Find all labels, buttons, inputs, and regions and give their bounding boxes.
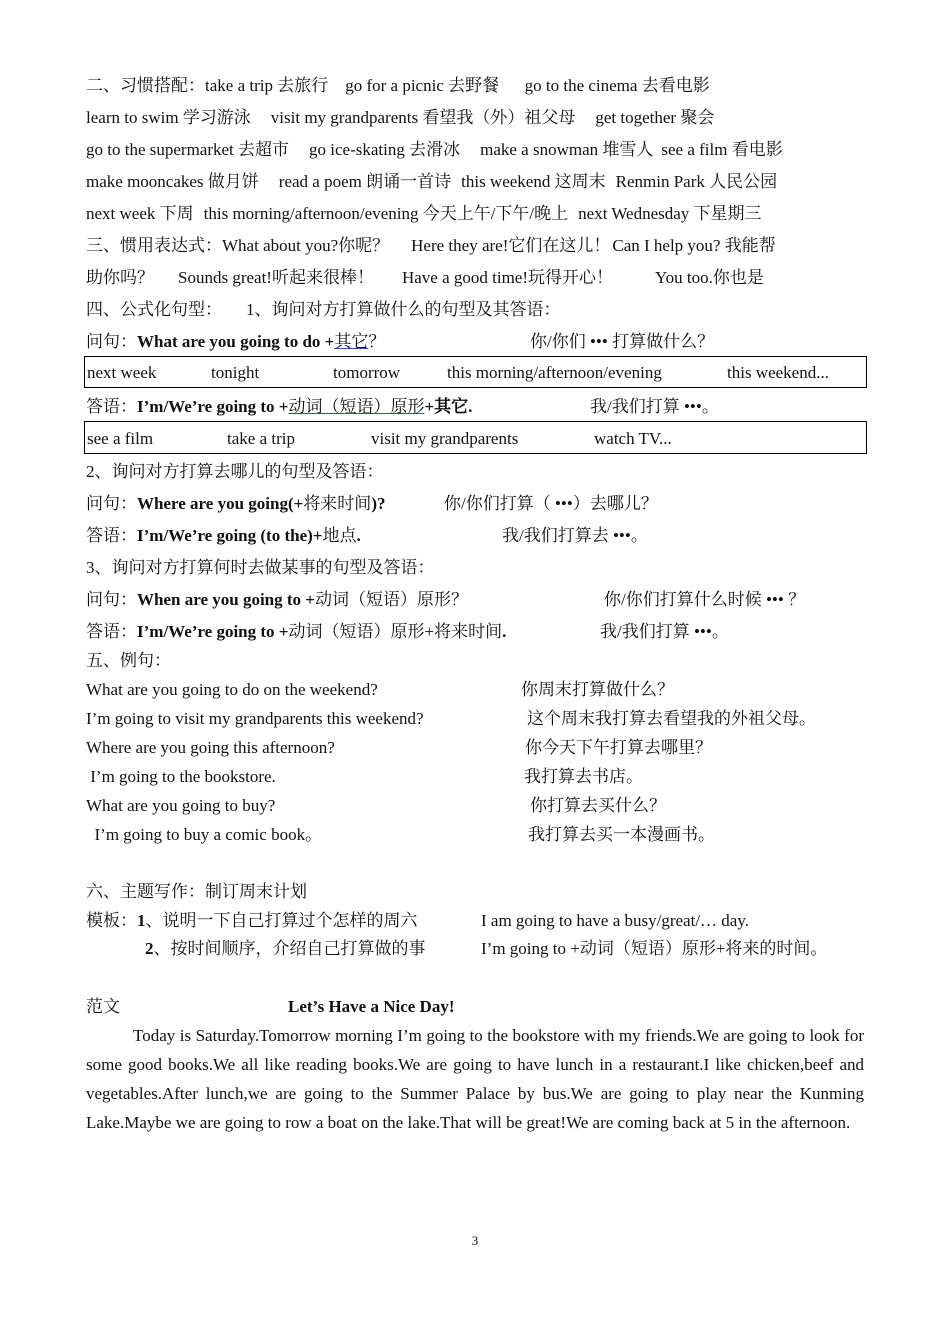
sec3-line2	[86, 267, 764, 289]
example-en: What are you going to buy?	[86, 796, 276, 815]
template-cn: 、按时间顺序，介绍自己打算做的事	[153, 939, 426, 958]
box-item: next week	[87, 363, 157, 382]
q1-cn: 你/你们 ••• 打算做什么？	[530, 332, 715, 351]
expression: You too.你也是	[655, 268, 764, 287]
q3-bold: When are you going to +	[137, 590, 315, 609]
box-item: visit my grandparents	[371, 429, 519, 448]
a2-bold-end: .	[356, 526, 361, 545]
sec4-sub3: 3、询问对方打算何时去做某事的句型及答语：	[86, 558, 435, 577]
sec4-heading	[86, 299, 561, 321]
phrase: read a poem 朗诵一首诗	[278, 172, 452, 191]
essay-title: Let’s Have a Nice Day!	[288, 997, 455, 1016]
box-item: this weekend...	[727, 363, 829, 382]
q-prefix: 问句：	[86, 332, 137, 351]
template-en: I’m going to +动词（短语）原形+将来的时间。	[481, 939, 828, 958]
q1-underlined: 其它	[334, 332, 369, 351]
sec6-heading: 六、主题写作：制订周末计划	[86, 882, 307, 901]
example-cn: 这个周末我打算去看望我的外祖父母。	[527, 709, 816, 728]
q1-end: ？	[368, 332, 386, 351]
a-prefix: 答语：	[86, 622, 137, 641]
box-item: tomorrow	[333, 363, 401, 382]
phrase: this morning/afternoon/evening 今天上午/下午/晚上	[203, 204, 569, 223]
q3-mid: 动词（短语）原形？	[314, 590, 468, 609]
sec4-title: 四、公式化句型：	[86, 300, 222, 319]
template-line1	[86, 910, 418, 932]
template-line2	[145, 938, 426, 960]
a1-line	[86, 396, 472, 418]
a2-bold: I’m/We’re going (to the)+	[137, 526, 323, 545]
q2-mid: 将来时间	[303, 494, 372, 513]
a1-cn: 我/我们打算 •••。	[590, 397, 719, 416]
phrase: get together 聚会	[595, 108, 715, 127]
expression: Can I help you? 我能帮	[612, 236, 776, 255]
phrase: go to the supermarket 去超市	[86, 140, 290, 159]
sec2-line4	[86, 171, 777, 193]
box-item: see a film	[87, 429, 154, 448]
phrase: next week 下周	[86, 204, 194, 223]
q2-bold-end: )?	[371, 494, 386, 513]
example-cn: 我打算去书店。	[524, 767, 643, 786]
example-en: I’m going to buy a comic book。	[86, 825, 323, 844]
a2-line	[86, 525, 361, 547]
a3-line	[86, 621, 506, 643]
page-number: 3	[471, 1233, 479, 1248]
q-prefix: 问句：	[86, 494, 137, 513]
a2-cn: 我/我们打算去 •••。	[502, 526, 648, 545]
q2-bold: Where are you going(+	[137, 494, 304, 513]
a-prefix: 答语：	[86, 397, 137, 416]
phrase: make mooncakes 做月饼	[86, 172, 259, 191]
a3-bold-end: .	[502, 622, 507, 641]
example-en: I’m going to visit my grandparents this weekend?	[86, 709, 424, 728]
a2-mid: 地点	[322, 526, 357, 545]
sec4-sub2: 2、询问对方打算去哪儿的句型及答语：	[86, 462, 384, 481]
expression: Have a good time!玩得开心！	[401, 268, 614, 287]
q3-line	[86, 589, 468, 611]
q3-cn: 你/你们打算什么时候 ••• ？	[604, 590, 806, 609]
phrase: go ice-skating 去滑冰	[309, 140, 461, 159]
fanwen-label: 范文	[86, 997, 120, 1016]
a1-rest: +其它.	[424, 397, 473, 416]
sec2-line1-text: 二、习惯搭配：take a trip 去旅行 go for a picnic 去野餐 go to the cinema 去看电影	[86, 76, 710, 95]
expression: Here they are!它们在这儿！	[411, 236, 611, 255]
example-cn: 你周末打算做什么？	[521, 680, 674, 699]
phrase: see a film 看电影	[661, 140, 783, 159]
expression: 助你吗？	[86, 268, 154, 287]
a1-bold: I’m/We’re going to +	[137, 397, 289, 416]
phrase: make a snowman 堆雪人	[480, 140, 654, 159]
example-cn: 你今天下午打算去哪里？	[525, 738, 712, 757]
box-item: this morning/afternoon/evening	[447, 363, 662, 382]
essay-body: Today is Saturday.Tomorrow morning I’m going to the bookstore with my friends.We are going to look for some good books.We all like reading books.We are going to have lunch in a restaurant.I like chicken,beef and vegetables.After lunch,we are going to the Summer Palace by bus.We are going to play near the Kunming Lake.Maybe we are going to row a boat on the lake.That will be great!We are coming back at 5 in the afternoon.	[86, 1026, 864, 1132]
template-cn: 、说明一下自己打算过个怎样的周六	[145, 911, 418, 930]
sec5-heading: 五、例句：	[86, 651, 171, 670]
sec2-line5	[86, 203, 762, 225]
template-prefix: 模板：	[86, 911, 137, 930]
phrase: this weekend 这周末	[461, 172, 606, 191]
a3-cn: 我/我们打算 •••。	[600, 622, 729, 641]
sec3-line1	[86, 235, 776, 257]
box-item: watch TV...	[594, 429, 672, 448]
box-item: take a trip	[227, 429, 295, 448]
sec3-heading: 三、惯用表达式：What about you?你呢？	[86, 236, 390, 255]
example-en: I’m going to the bookstore.	[86, 767, 276, 786]
example-cn: 你打算去买什么？	[530, 796, 666, 815]
template-en: I am going to have a busy/great/… day.	[481, 911, 749, 930]
q-prefix: 问句：	[86, 590, 137, 609]
sec2-line2	[86, 107, 714, 129]
a3-mid: 动词（短语）原形+将来时间	[288, 622, 503, 641]
phrase: visit my grandparents 看望我（外）祖父母	[270, 108, 576, 127]
a3-bold: I’m/We’re going to +	[137, 622, 289, 641]
phrase: learn to swim 学习游泳	[86, 108, 251, 127]
phrase: Renmin Park 人民公园	[615, 172, 778, 191]
q1-line	[86, 331, 385, 353]
sec4-sub1: 1、询问对方打算做什么的句型及其答语：	[246, 300, 561, 319]
sec2-line1	[86, 75, 710, 97]
example-en: What are you going to do on the weekend?	[86, 680, 378, 699]
phrase: next Wednesday 下星期三	[578, 204, 762, 223]
a-prefix: 答语：	[86, 526, 137, 545]
q1-bold: What are you going to do +	[137, 332, 335, 351]
time-expressions-box	[84, 356, 867, 388]
template-num: 1	[137, 911, 146, 930]
example-en: Where are you going this afternoon?	[86, 738, 335, 757]
example-cn: 我打算去买一本漫画书。	[528, 825, 715, 844]
template-num: 2	[145, 939, 154, 958]
box-item: tonight	[211, 363, 260, 382]
sec2-line3	[86, 139, 783, 161]
a1-underlined: 动词（短语）原形	[288, 397, 425, 416]
q2-line	[86, 493, 385, 515]
expression: Sounds great!听起来很棒！	[178, 268, 374, 287]
activities-box	[84, 421, 867, 454]
q2-cn: 你/你们打算（ •••）去哪儿？	[444, 494, 658, 513]
